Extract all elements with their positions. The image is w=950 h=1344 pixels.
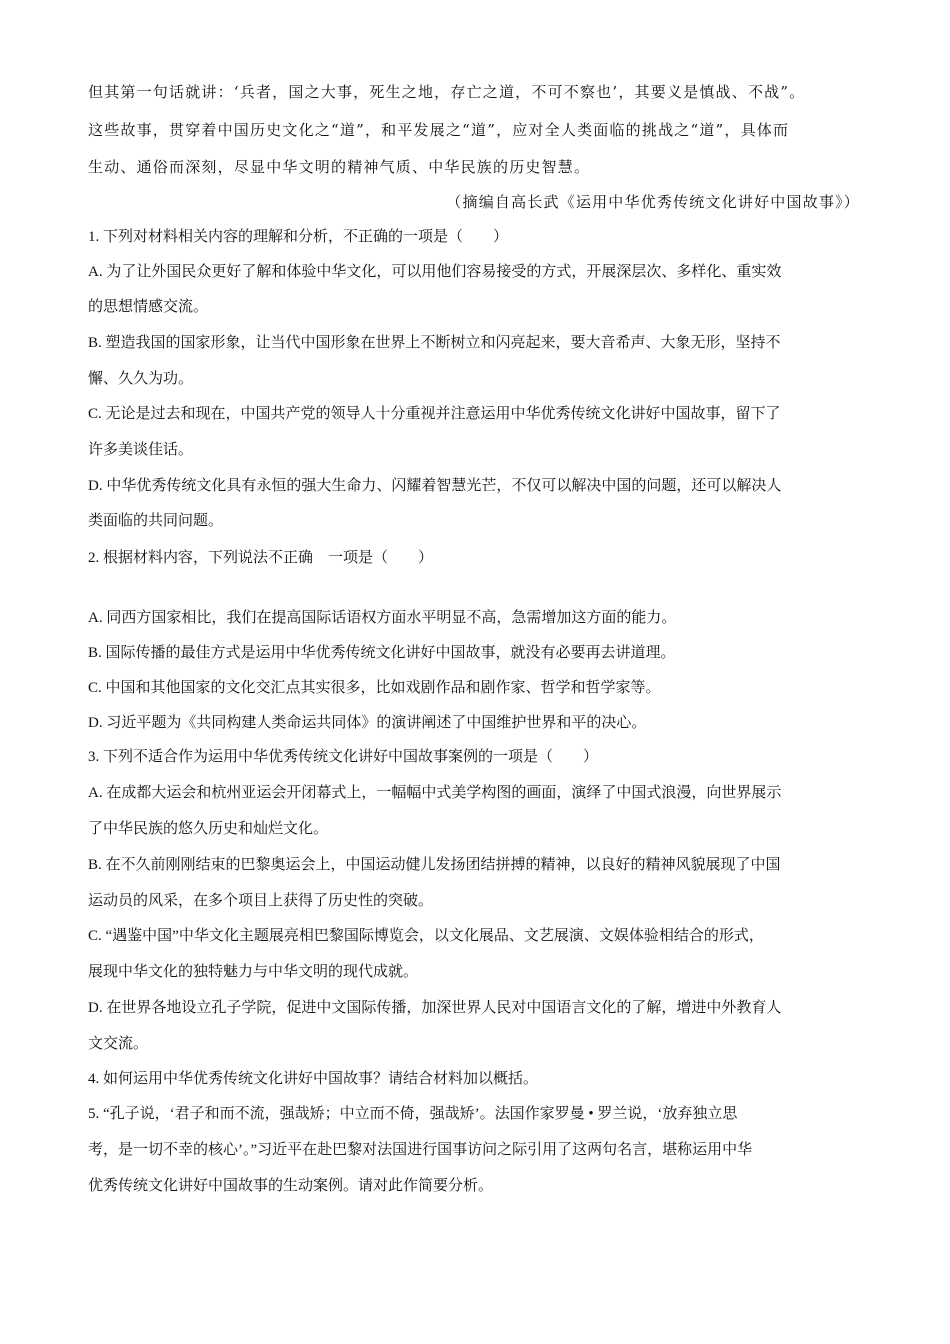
- question-3-option-b-cont: 运动员的风采，在多个项目上获得了历史性的突破。: [88, 893, 434, 909]
- passage-source: （摘编自高长武《运用中华优秀传统文化讲好中国故事》）: [446, 193, 860, 211]
- question-3-option-c: C. “遇鉴中国”中华文化主题展亮相巴黎国际博览会，以文化展品、文艺展演、文娱体验相结合的形式，: [88, 928, 764, 944]
- question-3-option-a-cont: 了中华民族的悠久历史和灿烂文化。: [88, 821, 329, 837]
- question-2-option-d: D. 习近平题为《共同构建人类命运共同体》的演讲阐述了中国维护世界和平的决心。: [88, 715, 647, 731]
- question-3-option-d-cont: 文交流。: [88, 1036, 149, 1052]
- passage-line: 但其第一句话就讲：‘兵者，国之大事，死生之地，存亡之道，不可不察也’，其要义是慎战、不战”。: [88, 83, 806, 101]
- question-5-line: 5. “孔子说，‘君子和而不流，强哉矫；中立而不倚，强哉矫’。法国作家罗曼 • 罗兰说，‘放弃独立思: [88, 1106, 738, 1122]
- question-3-option-c-cont: 展现中华文化的独特魅力与中华文明的现代成就。: [88, 964, 419, 980]
- question-2-stem: 2. 根据材料内容，下列说法不正确 一项是（ ）: [88, 550, 434, 566]
- question-3-option-d: D. 在世界各地设立孔子学院，促进中文国际传播，加深世界人民对中国语言文化的了解，增进中外教育人: [88, 1000, 782, 1016]
- question-2-option-a: A. 同西方国家相比，我们在提高国际话语权方面水平明显不高，急需增加这方面的能力。: [88, 610, 677, 626]
- passage-line: 生动、通俗而深刻，尽显中华文明的精神气质、中华民族的历史智慧。: [88, 158, 591, 176]
- question-5-line: 考，是一切不幸的核心’。”习近平在赴巴黎对法国进行国事访问之际引用了这两句名言，堪称运用中华: [88, 1142, 753, 1158]
- question-3-option-a: A. 在成都大运会和杭州亚运会开闭幕式上，一幅幅中式美学构图的画面，演绎了中国式浪漫，向世界展示: [88, 785, 782, 801]
- question-1-option-a-cont: 的思想情感交流。: [88, 299, 209, 315]
- question-1-option-b: B. 塑造我国的国家形象，让当代中国形象在世界上不断树立和闪亮起来，要大音希声、大象无形，坚持不: [88, 335, 781, 351]
- question-1-stem: 1. 下列对材料相关内容的理解和分析，不正确的一项是（ ）: [88, 229, 509, 245]
- question-5-line: 优秀传统文化讲好中国故事的生动案例。请对此作简要分析。: [88, 1178, 494, 1194]
- question-1-option-d-cont: 类面临的共同问题。: [88, 513, 224, 529]
- question-3-option-b: B. 在不久前刚刚结束的巴黎奥运会上，中国运动健儿发扬团结拼搏的精神，以良好的精神风貌展现了中国: [88, 857, 781, 873]
- question-1-option-c-cont: 许多美谈佳话。: [88, 442, 194, 458]
- question-3-stem: 3. 下列不适合作为运用中华优秀传统文化讲好中国故事案例的一项是（ ）: [88, 749, 599, 765]
- question-2-option-c: C. 中国和其他国家的文化交汇点其实很多，比如戏剧作品和剧作家、哲学和哲学家等。: [88, 680, 661, 696]
- question-1-option-a: A. 为了让外国民众更好了解和体验中华文化，可以用他们容易接受的方式，开展深层次、多样化、重实效: [88, 264, 782, 280]
- question-4-stem: 4. 如何运用中华优秀传统文化讲好中国故事？请结合材料加以概括。: [88, 1071, 539, 1087]
- question-1-option-d: D. 中华优秀传统文化具有永恒的强大生命力、闪耀着智慧光芒，不仅可以解决中国的问题，还可以解决人: [88, 478, 782, 494]
- question-2-option-b: B. 国际传播的最佳方式是运用中华优秀传统文化讲好中国故事，就没有必要再去讲道理。: [88, 645, 676, 661]
- question-1-option-b-cont: 懈、久久为功。: [88, 371, 194, 387]
- passage-line: 这些故事，贯穿着中国历史文化之“道”，和平发展之“道”，应对全人类面临的挑战之“道”，具体而: [88, 121, 790, 139]
- question-1-option-c: C. 无论是过去和现在，中国共产党的领导人十分重视并注意运用中华优秀传统文化讲好中国故事，留下了: [88, 406, 781, 422]
